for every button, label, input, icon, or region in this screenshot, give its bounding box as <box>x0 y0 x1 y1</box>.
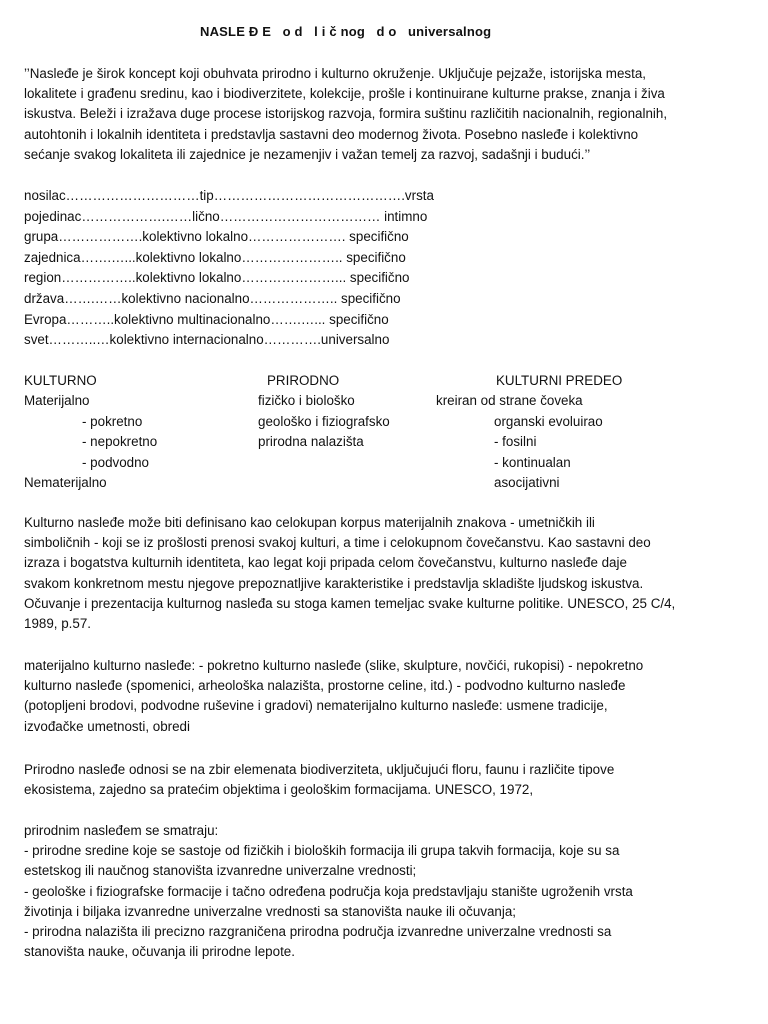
text-line: Prirodno nasleđe odnosi se na zbir elemenata biodiverziteta, uključujući floru, faunu i različite tipove <box>24 762 615 777</box>
intro-quote <box>24 64 752 165</box>
text-line: sećanje svakog lokaliteta ili zajednice je nezamenjiv i važan temelj za razvoj, sadašnji i budući.’’ <box>24 146 591 162</box>
category-kulturno <box>24 371 157 493</box>
text-line: iskustva. Beleži i izražava duge procese istorijskog razvoja, formira suštinu različitih nacionalnih, regionalnih, <box>24 106 668 122</box>
text-line: autohtonih i lokalnih identiteta i predstavlja sastavni deo modernog života. Posebno nasleđe i kolektivno <box>24 126 639 142</box>
text-line: izraza i bogatstva kulturnih identiteta, kao legat koji pripada celom čovečanstvu, kulturno nasleđe daje <box>24 555 627 571</box>
scale-row: svet………..…kolektivno internacionalno………….universalno <box>24 332 390 348</box>
category-item: - nepokretno <box>82 434 158 450</box>
text-line: ’’Nasleđe je širok koncept koji obuhvata prirodno i kulturno okruženje. Uključuje pejzaže, istorijska mesta, <box>24 66 646 81</box>
text-line: (potopljeni brodovi, podvodne ruševine i gradovi) nematerijalno kulturno nasleđe: usmene tradicije, <box>24 698 608 714</box>
text-line: - prirodna nalazišta ili precizno razgraničena prirodna područja izvanredne univerzalne vrednosti sa <box>24 924 612 940</box>
category-heading: KULTURNO <box>24 373 97 388</box>
heritage-scale-list <box>24 186 524 351</box>
scale-row: grupa……………….kolektivno lokalno…………………. specifično <box>24 229 409 245</box>
scale-row: pojedinac……………….……lično……………………………… intimno <box>24 208 428 224</box>
paragraph-materijalno <box>24 656 752 737</box>
page-title: NASLE Đ E o d l i č nog d o universalnog <box>200 24 492 39</box>
paragraph-prirodno-nasledje <box>24 760 752 800</box>
category-prirodno <box>258 371 390 453</box>
category-item: - podvodno <box>82 454 150 470</box>
text-line: ekosistema, zajedno sa pratećim objektima i geološkim formacijama. UNESCO, 1972, <box>24 782 534 798</box>
paragraph-prirodno-smatraju <box>24 821 752 962</box>
text-line: izvođačke umetnosti, obredi <box>24 718 190 734</box>
text-line: 1989, p.57. <box>24 616 92 632</box>
text-line: estetskog ili naučnog stanovišta izvanredne univerzalne vrednosti; <box>24 863 417 879</box>
text-line: - prirodne sredine koje se sastoje od fizičkih i bioloških formacija ili grupa takvih formacija, koje su sa <box>24 843 620 859</box>
category-item: asocijativni <box>494 474 560 490</box>
category-item: - pokretno <box>82 413 143 429</box>
category-item: kreiran od strane čoveka <box>436 393 583 409</box>
text-line: materijalno kulturno nasleđe: - pokretno kulturno nasleđe (slike, skulpture, novčići, rukopisi) - nepokretno <box>24 658 644 673</box>
category-item: - kontinualan <box>494 454 571 470</box>
text-line: simboličnih - koji se iz prošlosti prenosi svakoj kulturi, a time i celokupnom čovečanstvu. Kao sastavni deo <box>24 535 651 551</box>
scale-row: zajednica…….…...kolektivno lokalno………………….. specifično <box>24 249 406 265</box>
text-line: prirodnim nasleđem se smatraju: <box>24 823 219 838</box>
heritage-categories <box>0 371 768 495</box>
category-kulturni-predeo <box>436 371 622 493</box>
text-line: svakom konkretnom mestu njegove prepoznatljive karakteristike i predstavlja skladište ljudskog iskustva. <box>24 575 644 591</box>
category-item: Nematerijalno <box>24 474 107 490</box>
category-heading: KULTURNI PREDEO <box>496 373 623 388</box>
category-item: fizičko i biološko <box>258 393 355 409</box>
category-heading: PRIRODNO <box>267 373 340 388</box>
text-line: - geološke i fiziografske formacije i tačno određena područja koja predstavljaju stanište ugroženih vrsta <box>24 883 633 899</box>
text-line: kulturno nasleđe (spomenici, arheološka nalazišta, prostorne celine, itd.) - podvodno kulturno nasleđe <box>24 678 626 694</box>
text-line: životinja i biljaka izvanredne univerzalne vrednosti sa stanovišta nauke ili očuvanja; <box>24 903 517 919</box>
text-line: stanovišta nauke, očuvanja ili prirodne lepote. <box>24 944 295 960</box>
text-line: lokalitete i građenu sredinu, kao i biodiverzitete, kolekcije, prošle i kontinuirane kulturne prakse, znanja i živa <box>24 86 665 102</box>
scale-row: nosilac…………………………tip…………………………………….vrsta <box>24 188 434 203</box>
category-item: - fosilni <box>494 434 537 450</box>
scale-row: region……………..kolektivno lokalno…………………... specifično <box>24 270 410 286</box>
scale-row: država…….……kolektivno nacionalno……………….. specifično <box>24 290 401 306</box>
scale-row: Evropa………..kolektivno multinacionalno…….…... specifično <box>24 311 389 327</box>
category-item: geološko i fiziografsko <box>258 413 390 429</box>
text-line: Očuvanje i prezentacija kulturnog nasleđa su stoga kamen temeljac svake kulturne politike. UNESCO, 25 C/4, <box>24 595 676 611</box>
paragraph-kulturno-nasledje <box>24 513 752 634</box>
text-line: Kulturno nasleđe može biti definisano kao celokupan korpus materijalnih znakova - umetničkih ili <box>24 515 595 530</box>
category-item: prirodna nalazišta <box>258 434 364 450</box>
category-item: organski evoluirao <box>494 413 603 429</box>
category-item: Materijalno <box>24 393 90 409</box>
